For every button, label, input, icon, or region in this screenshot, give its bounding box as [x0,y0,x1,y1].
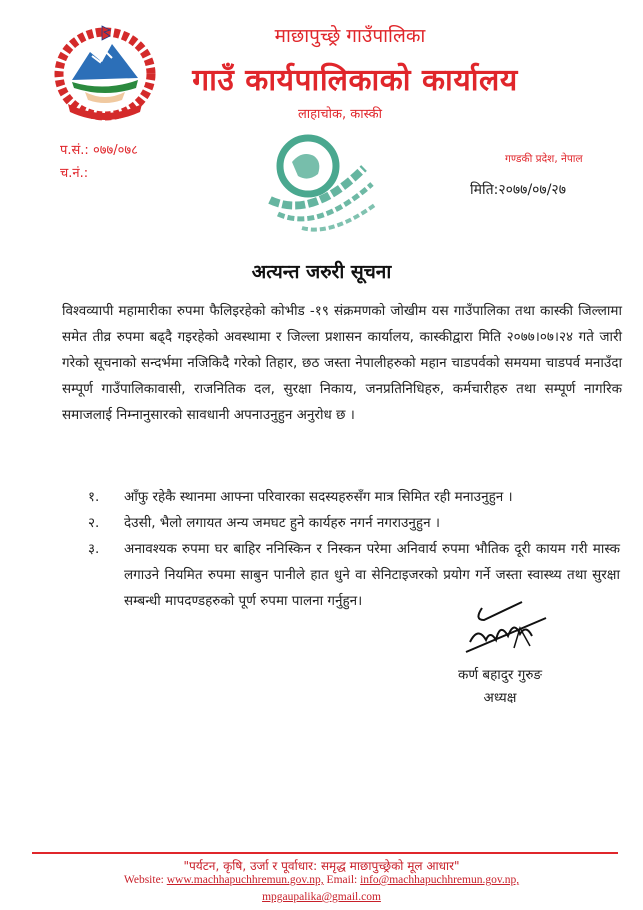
footer-contact [0,874,643,886]
reference-number: प.सं.: ०७७/०७८ [60,143,138,158]
office-name: गाउँ कार्यपालिकाको कार्यालय [192,63,518,98]
list-item-text: देउसी, भैलो लगायत अन्य जमघट हुने कार्यहरु नगर्न नगराउनुहुन । [124,515,440,531]
list-item-number: ३. [88,541,100,557]
nepal-emblem-icon [50,22,160,122]
email-link-secondary[interactable]: mpgaupalika@gmail.com [262,891,381,903]
dispatch-number: च.नं.: [60,166,89,181]
list-item-text: आँफु रहेकै स्थानमा आफ्ना परिवारका सदस्यहरुसँग मात्र सिमित रही मनाउनुहुन । [124,489,513,505]
list-item [88,484,620,510]
municipality-stamp-icon [252,128,392,240]
footer-motto: "पर्यटन, कृषि, उर्जा र पूर्वाधार: समृद्ध माछापुच्छ्रेको मूल आधार" [183,859,460,873]
footer-divider [32,852,618,854]
province-label: गण्डकी प्रदेश, नेपाल [505,153,583,165]
letter-date: मिति:२०७७/०७/२७ [470,182,566,198]
signatory-role: अध्यक्ष [483,690,517,706]
list-item-number: २. [88,515,100,531]
website-link[interactable]: www.machhapuchhremun.gov.np, [166,874,324,886]
signature-icon [460,590,560,660]
footer-contact-secondary [0,891,643,903]
email-link-primary[interactable]: info@machhapuchhremun.gov.np, [360,874,520,886]
municipality-name: माछापुच्छ्रे गाउँपालिका [274,25,426,47]
email-label: Email: [326,874,358,886]
notice-title: अत्यन्त जरुरी सूचना [251,261,392,283]
list-item [88,510,620,536]
list-item-number: १. [88,489,100,505]
signatory-name: कर्ण बहादुर गुरुङ [457,667,543,683]
notice-body: विश्वव्यापी महामारीका रुपमा फैलिइरहेको कोभीड -१९ संक्रमणको जोखीम यस गाउँपालिका तथा कास्की जिल्लामा समेत तीव्र रुपमा बढ्दै गइरहेको अवस्थामा र जिल्ला प्रशासन कार्यालय, कास्कीद्वारा मिति २०७७।०७।२४ गते जारी गरेको सूचनाको सन्दर्भमा नजिकिदै गरेको तिहार, छठ जस्ता नेपालीहरुको महान चाडपर्वको समयमा चाडपर्व मनाउँदा सम्पूर्ण गाउँपालिकावासी, राजनितिक दल, सुरक्षा निकाय, जनप्रतिनिधिहरु, कर्मचारीहरु तथा सम्पूर्ण नागरिक समाजलाई निम्नानुसारको सावधानी अपनाउनुहुन अनुरोध छ । [62,303,622,423]
list-item-text: अनावश्यक रुपमा घर बाहिर ननिस्किन र निस्कन परेमा अनिवार्य रुपमा भौतिक दूरी कायम गरी मास्क लगाउने नियमित रुपमा साबुन पानीले हात धुने वा सेनिटाइजरको प्रयोग गर्ने जस्ता स्वास्थ्य तथा सुरक्षा सम्बन्धी मापदण्डहरुको पूर्ण रुपमा पालना गर्नुहुन। [124,541,620,609]
office-location: लाहाचोक, कास्की [297,107,383,122]
website-label: Website: [123,874,164,886]
